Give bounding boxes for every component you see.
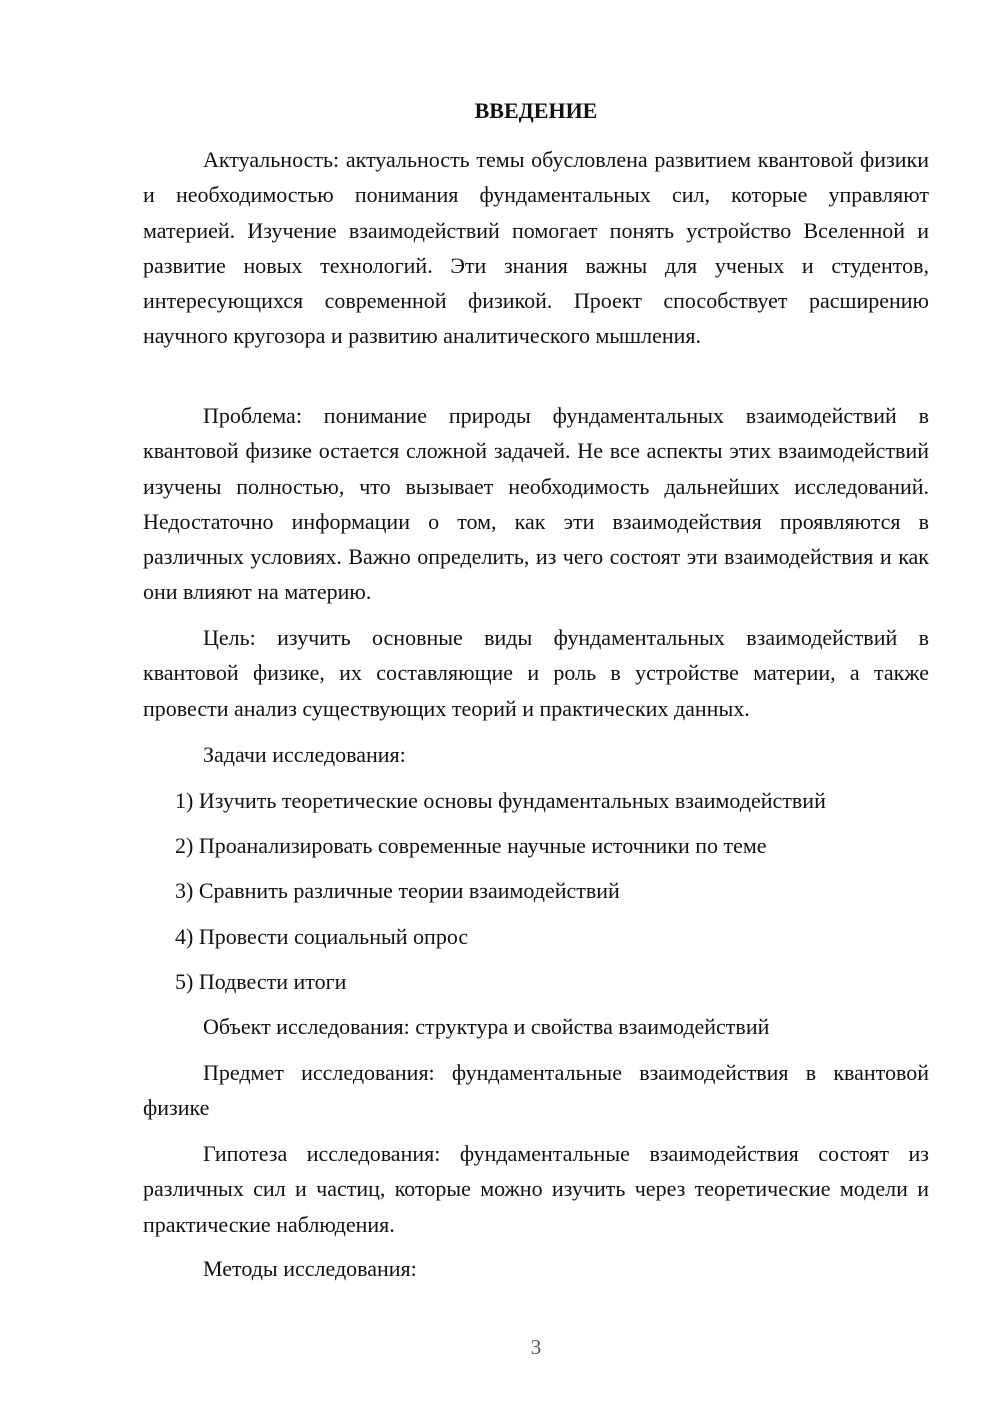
relevance-paragraph: Актуальность: актуальность темы обусловлена развитием квантовой физики и необходимостью понимания фундаментальных сил, которые управляют материей. Изучение взаимодействий помогает понять устройство Вселенной и развитие новых технологий. Эти знания важны для ученых и студентов, интересующихся современной физикой. Проект способствует расширению научного кругозора и развитию аналитического мышления. [143,147,929,349]
page-number: 3 [530,1335,542,1359]
problem-paragraph: Проблема: понимание природы фундаментальных взаимодействий в квантовой физике остается сложной задачей. Не все аспекты этих взаимодействий изучены полностью, что вызывает необходимость дальнейших исследований. Недостаточно информации о том, как эти взаимодействия проявляются в различных условиях. Важно определить, из чего состоят эти взаимодействия и как они влияют на материю. [143,403,929,605]
task-item: 4) Провести социальный опрос [175,924,469,949]
research-object: Объект исследования: структура и свойства взаимодействий [203,1014,770,1039]
goal-paragraph: Цель: изучить основные виды фундаментальных взаимодействий в квантовой физике, их составляющие и роль в устройстве материи, а также провести анализ существующих теорий и практических данных. [143,625,929,721]
task-item: 1) Изучить теоретические основы фундаментальных взаимодействий [175,788,826,813]
research-subject: Предмет исследования: фундаментальные взаимодействия в квантовой физике [143,1060,929,1121]
task-item: 5) Подвести итоги [175,969,347,994]
task-item: 2) Проанализировать современные научные источники по теме [175,833,767,858]
hypothesis-paragraph: Гипотеза исследования: фундаментальные взаимодействия состоят из различных сил и частиц, которые можно изучить через теоретические модели и практические наблюдения. [143,1141,929,1237]
methods-heading: Методы исследования: [203,1256,417,1281]
page-title: ВВЕДЕНИЕ [474,98,598,123]
task-item: 3) Сравнить различные теории взаимодействий [175,878,620,903]
tasks-heading: Задачи исследования: [203,742,406,767]
